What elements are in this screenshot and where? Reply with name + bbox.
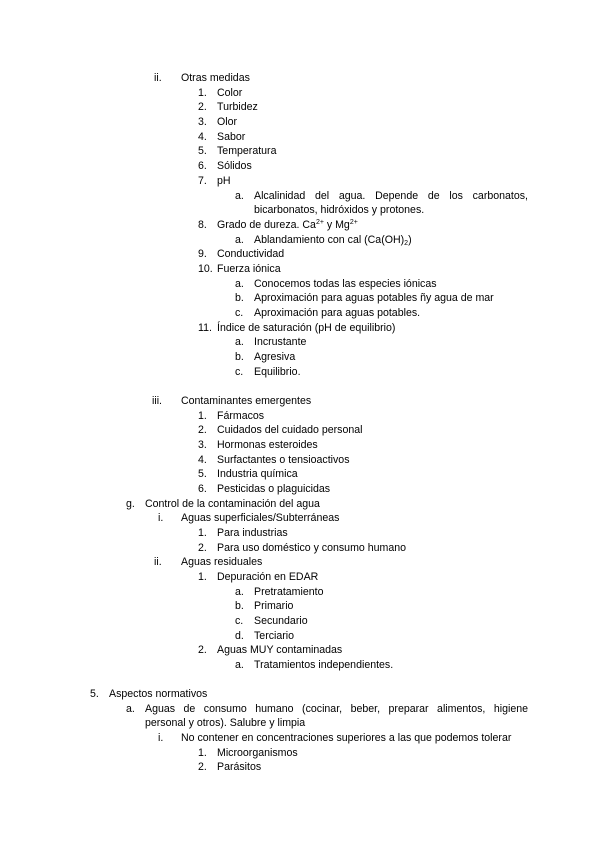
list-marker: 2. bbox=[198, 424, 207, 436]
list-marker: 5. bbox=[90, 688, 99, 700]
list-item-text: Para uso doméstico y consumo humano bbox=[217, 542, 407, 554]
list-item-text: pH bbox=[217, 175, 231, 187]
list-item-text: Sólidos bbox=[217, 160, 252, 172]
list-marker: 1. bbox=[198, 87, 207, 99]
list-marker: 1. bbox=[198, 747, 207, 759]
list-item-text: Otras medidas bbox=[181, 72, 250, 84]
list-marker: i. bbox=[158, 512, 164, 524]
list-marker: ii. bbox=[154, 72, 162, 84]
list-item-text: Tratamientos independientes. bbox=[254, 659, 394, 671]
list-item-text: Control de la contaminación del agua bbox=[145, 498, 320, 510]
list-item-text-continued: personal y otros). Salubre y limpia bbox=[145, 717, 306, 729]
list-item-text: Contaminantes emergentes bbox=[181, 395, 312, 407]
list-item-text: Aproximación para aguas potables. bbox=[254, 307, 421, 319]
list-marker: a. bbox=[235, 659, 244, 671]
list-item-text: Depuración en EDAR bbox=[217, 571, 319, 583]
list-item-text: Primario bbox=[254, 600, 294, 612]
list-item-text: Pesticidas o plaguicidas bbox=[217, 483, 331, 495]
list-marker: 2. bbox=[198, 101, 207, 113]
list-item-text: Conocemos todas las especies iónicas bbox=[254, 278, 437, 290]
list-marker: 1. bbox=[198, 527, 207, 539]
list-marker: 9. bbox=[198, 248, 207, 260]
list-item-text: Aguas de consumo humano (cocinar, beber, preparar alimentos, higiene bbox=[145, 703, 528, 715]
list-item-text: Terciario bbox=[254, 630, 295, 642]
list-marker: 5. bbox=[198, 145, 207, 157]
list-item-text: No contener en concentraciones superiores a las que podemos tolerar bbox=[181, 732, 512, 744]
list-marker: 1. bbox=[198, 410, 207, 422]
list-marker: 8. bbox=[198, 219, 207, 231]
list-item-text: Color bbox=[217, 87, 243, 99]
list-marker: c. bbox=[235, 366, 244, 378]
list-item-text: Turbidez bbox=[217, 101, 258, 113]
list-item-text: Pretratamiento bbox=[254, 586, 324, 598]
list-marker: b. bbox=[235, 351, 244, 363]
list-marker: ii. bbox=[154, 556, 162, 568]
list-item-text: Olor bbox=[217, 116, 238, 128]
list-item-text: Aproximación para aguas potables ñy agua de mar bbox=[254, 292, 494, 304]
list-marker: iii. bbox=[152, 395, 163, 407]
section-heading: Aspectos normativos bbox=[109, 688, 208, 700]
list-item-text: Parásitos bbox=[217, 761, 262, 773]
list-item-text: Aguas residuales bbox=[181, 556, 263, 568]
list-marker: c. bbox=[235, 615, 244, 627]
list-marker: 2. bbox=[198, 644, 207, 656]
list-item-text: Conductividad bbox=[217, 248, 285, 260]
list-item-text: Para industrias bbox=[217, 527, 288, 539]
list-item-text: Agresiva bbox=[254, 351, 296, 363]
list-marker: 2. bbox=[198, 761, 207, 773]
list-marker: a. bbox=[235, 190, 244, 202]
list-item-text: Equilibrio. bbox=[254, 366, 301, 378]
list-item-text: Microorganismos bbox=[217, 747, 298, 759]
list-item-text: Surfactantes o tensioactivos bbox=[217, 454, 350, 466]
list-item-text: Ablandamiento con cal $(Ca(OH)_2)$ bbox=[254, 234, 412, 247]
list-marker: a. bbox=[126, 703, 135, 715]
list-item-text: Cuidados del cuidado personal bbox=[217, 424, 363, 436]
list-item-text: Hormonas esteroides bbox=[217, 439, 318, 451]
list-item-text: Alcalinidad del agua. Depende de los carbonatos, bbox=[254, 190, 528, 202]
list-marker: 2. bbox=[198, 542, 207, 554]
list-marker: i. bbox=[158, 732, 164, 744]
list-marker: 1. bbox=[198, 571, 207, 583]
list-marker: d. bbox=[235, 630, 244, 642]
list-marker: a. bbox=[235, 234, 244, 246]
list-item-text: Aguas MUY contaminadas bbox=[217, 644, 343, 656]
list-marker: a. bbox=[235, 278, 244, 290]
list-marker: b. bbox=[235, 292, 244, 304]
list-marker: a. bbox=[235, 586, 244, 598]
list-marker: 6. bbox=[198, 160, 207, 172]
list-item-text: Sabor bbox=[217, 131, 246, 143]
list-marker: b. bbox=[235, 600, 244, 612]
list-item-text: Temperatura bbox=[217, 145, 277, 157]
list-marker: a. bbox=[235, 336, 244, 348]
list-item-text: Fuerza iónica bbox=[217, 263, 281, 275]
list-item-text: Incrustante bbox=[254, 336, 307, 348]
list-marker: 10. bbox=[198, 263, 213, 275]
list-item-text-continued: bicarbonatos, hidróxidos y protones. bbox=[254, 204, 425, 216]
list-item-text: Industria química bbox=[217, 468, 298, 480]
list-marker: c. bbox=[235, 307, 244, 319]
list-item-text: Secundario bbox=[254, 615, 308, 627]
list-marker: g. bbox=[126, 498, 135, 510]
list-item-text: Grado de dureza. $Ca^{2+}$ y $Mg^{2+}$ bbox=[217, 219, 358, 231]
list-marker: 3. bbox=[198, 439, 207, 451]
list-marker: 3. bbox=[198, 116, 207, 128]
list-item-text: Aguas superficiales/Subterráneas bbox=[181, 512, 340, 524]
list-marker: 6. bbox=[198, 483, 207, 495]
list-item-text: Índice de saturación (pH de equilibrio) bbox=[217, 322, 396, 334]
list-marker: 4. bbox=[198, 131, 207, 143]
list-marker: 5. bbox=[198, 468, 207, 480]
list-marker: 11. bbox=[198, 322, 212, 334]
list-marker: 4. bbox=[198, 454, 207, 466]
list-marker: 7. bbox=[198, 175, 207, 187]
list-item-text: Fármacos bbox=[217, 410, 265, 422]
